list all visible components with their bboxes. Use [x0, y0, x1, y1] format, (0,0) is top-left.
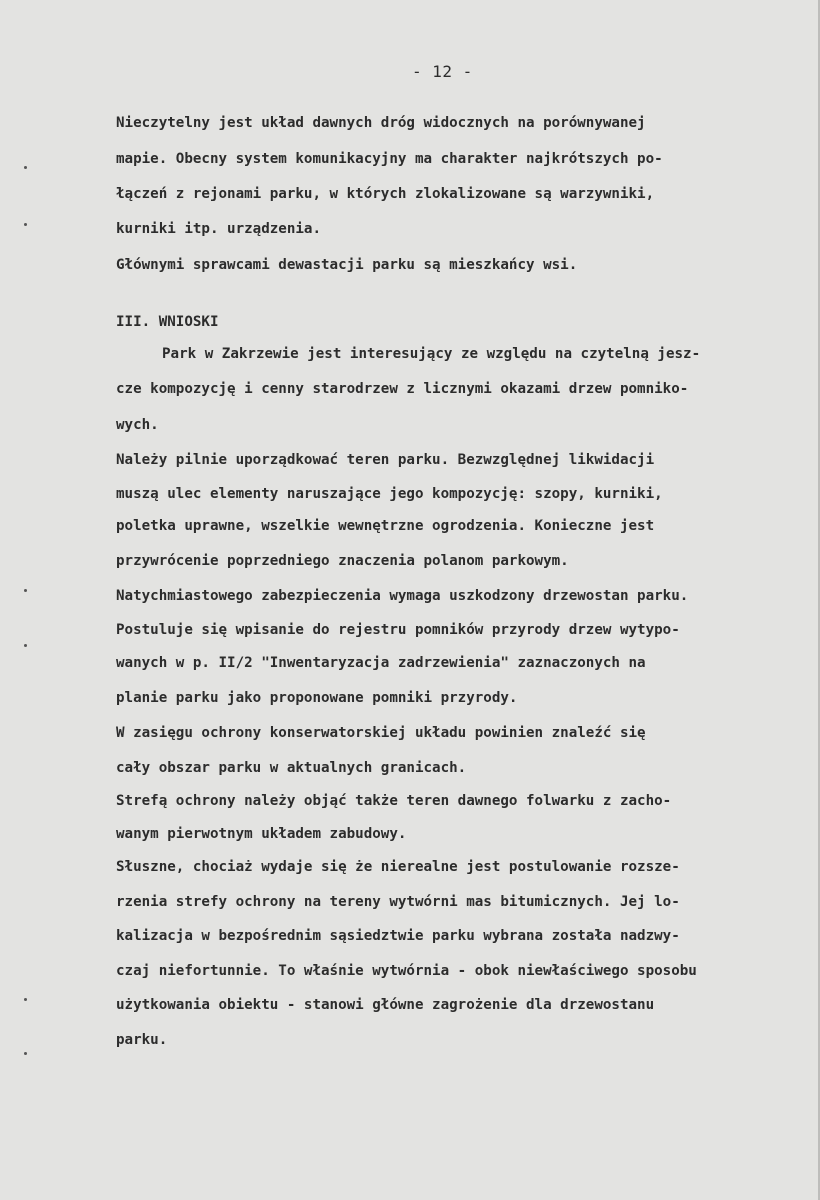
margin-mark: [24, 166, 27, 169]
text-line: wanych w p. II/2 "Inwentaryzacja zadrzewienia" zaznaczonych na: [116, 655, 646, 671]
text-line: przywrócenie poprzedniego znaczenia polanom parkowym.: [116, 553, 569, 569]
page-number: - 12 -: [412, 62, 473, 81]
text-line: rzenia strefy ochrony na tereny wytwórni mas bitumicznych. Jej lo-: [116, 894, 680, 910]
text-line: wanym pierwotnym układem zabudowy.: [116, 826, 407, 842]
text-line: Należy pilnie uporządkować teren parku. Bezwzględnej likwidacji: [116, 452, 655, 468]
text-line: użytkowania obiektu - stanowi główne zagrożenie dla drzewostanu: [116, 997, 655, 1013]
text-line: parku.: [116, 1032, 168, 1048]
text-line: Strefą ochrony należy objąć także teren dawnego folwarku z zacho-: [116, 793, 672, 809]
text-line: W zasięgu ochrony konserwatorskiej układu powinien znaleźć się: [116, 725, 646, 741]
text-line: planie parku jako proponowane pomniki przyrody.: [116, 690, 518, 706]
text-line: Głównymi sprawcami dewastacji parku są mieszkańcy wsi.: [116, 257, 578, 273]
text-line: Nieczytelny jest układ dawnych dróg widocznych na porównywanej: [116, 115, 646, 131]
text-line: poletka uprawne, wszelkie wewnętrzne ogrodzenia. Konieczne jest: [116, 518, 655, 534]
section-heading: III. WNIOSKI: [116, 314, 219, 330]
text-line: cze kompozycję i cenny starodrzew z licznymi okazami drzew pomniko-: [116, 381, 689, 397]
margin-mark: [24, 998, 27, 1001]
text-line: Słuszne, chociaż wydaje się że nierealne jest postulowanie rozsze-: [116, 859, 680, 875]
text-line: muszą ulec elementy naruszające jego kompozycję: szopy, kurniki,: [116, 486, 663, 502]
text-line: wych.: [116, 417, 159, 433]
margin-mark: [24, 644, 27, 647]
margin-mark: [24, 1052, 27, 1055]
text-line: Park w Zakrzewie jest interesujący ze względu na czytelną jesz-: [162, 346, 701, 362]
text-line: czaj niefortunnie. To właśnie wytwórnia - obok niewłaściwego sposobu: [116, 963, 697, 979]
text-line: kalizacja w bezpośrednim sąsiedztwie parku wybrana została nadzwy-: [116, 928, 680, 944]
text-line: kurniki itp. urządzenia.: [116, 221, 321, 237]
text-line: cały obszar parku w aktualnych granicach.: [116, 760, 467, 776]
text-line: mapie. Obecny system komunikacyjny ma charakter najkrótszych po-: [116, 151, 663, 167]
margin-mark: [24, 589, 27, 592]
text-line: Postuluje się wpisanie do rejestru pomników przyrody drzew wytypo-: [116, 622, 680, 638]
text-line: Natychmiastowego zabezpieczenia wymaga uszkodzony drzewostan parku.: [116, 588, 689, 604]
margin-mark: [24, 223, 27, 226]
text-line: łączeń z rejonami parku, w których zlokalizowane są warzywniki,: [116, 186, 655, 202]
